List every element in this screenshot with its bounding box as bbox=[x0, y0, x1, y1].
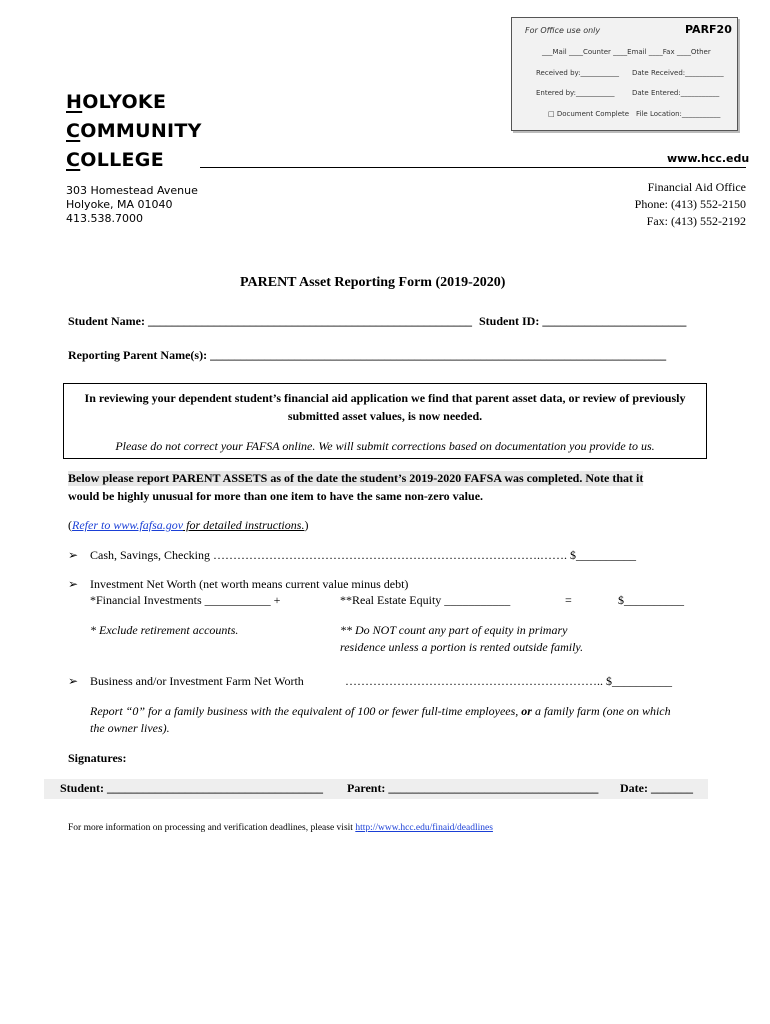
equity-note-line-2: residence unless a portion is rented outside family. bbox=[340, 640, 584, 654]
college-website[interactable]: www.hcc.edu bbox=[667, 152, 750, 165]
office-method-row: ___Mail ____Counter ____Email ____Fax ____Other bbox=[542, 48, 711, 56]
cash-savings-field[interactable]: Cash, Savings, Checking ……………………………………………………………………….……. $__________ bbox=[90, 548, 636, 562]
form-title: PARENT Asset Reporting Form (2019-2020) bbox=[240, 275, 506, 290]
parent-signature-field[interactable]: Parent: ___________________________________ bbox=[347, 781, 599, 795]
entered-by-field: Entered by:___________ bbox=[536, 89, 615, 97]
document-complete-checkbox: □ Document Complete bbox=[548, 110, 630, 118]
notice-line-1: In reviewing your dependent student’s financial aid application we find that parent asset data, or review of previously bbox=[84, 391, 686, 405]
real-estate-equity-field[interactable]: **Real Estate Equity ___________ bbox=[340, 593, 511, 607]
report-zero-note-line-1: Report “0” for a family business with the equivalent of 100 or fewer full-time employees, or a family farm (one on which bbox=[90, 704, 671, 718]
logo-line-1: HOLYOKE bbox=[66, 91, 167, 113]
report-zero-note-line-2: the owner lives). bbox=[90, 721, 170, 735]
notice-italic: Please do not correct your FAFSA online. We will submit corrections based on documentation you provide to us. bbox=[115, 439, 655, 453]
deadlines-link[interactable]: http://www.hcc.edu/finaid/deadlines bbox=[355, 823, 493, 833]
student-id-field[interactable]: Student ID: ________________________ bbox=[479, 314, 687, 328]
logo-line-3: COLLEGE bbox=[66, 149, 164, 171]
file-location-field: File Location:___________ bbox=[636, 110, 721, 118]
investment-net-worth-heading: Investment Net Worth (net worth means current value minus debt) bbox=[90, 577, 409, 591]
equity-note-line-1: ** Do NOT count any part of equity in primary bbox=[340, 623, 568, 637]
refer-note: (Refer to www.fafsa.gov for detailed instructions.) bbox=[68, 518, 309, 532]
report-instructions-line-1: Below please report PARENT ASSETS as of the date the student’s 2019-2020 FAFSA was completed. Note that it bbox=[68, 471, 644, 485]
investment-total-field[interactable]: $__________ bbox=[618, 593, 684, 607]
financial-investments-field[interactable]: *Financial Investments ___________ + bbox=[90, 593, 281, 607]
business-farm-field[interactable]: ……………………………………………………….. $__________ bbox=[345, 674, 672, 688]
header-divider bbox=[200, 167, 746, 168]
office-use-box bbox=[511, 17, 738, 131]
office-phone: Phone: (413) 552-2150 bbox=[634, 197, 746, 211]
logo-line-2: COMMUNITY bbox=[66, 120, 202, 142]
footer-note: For more information on processing and verification deadlines, please visit http://www.hcc.edu/finaid/deadlines bbox=[68, 823, 493, 833]
form-code: PARF20 bbox=[685, 23, 732, 36]
student-signature-field[interactable]: Student: ____________________________________ bbox=[60, 781, 324, 795]
retirement-note: * Exclude retirement accounts. bbox=[90, 623, 239, 637]
notice-box bbox=[63, 383, 707, 459]
received-by-field: Received by:___________ bbox=[536, 69, 620, 77]
bullet-arrow-icon: ➢ bbox=[68, 674, 79, 688]
office-name: Financial Aid Office bbox=[647, 180, 746, 194]
signatures-heading: Signatures: bbox=[68, 751, 127, 765]
date-entered-field: Date Entered:___________ bbox=[632, 89, 720, 97]
date-received-field: Date Received:___________ bbox=[632, 69, 724, 77]
report-instructions-line-2: would be highly unusual for more than one item to have the same non-zero value. bbox=[68, 489, 484, 503]
equals-sign: = bbox=[565, 593, 572, 607]
bullet-arrow-icon: ➢ bbox=[68, 577, 79, 591]
address-line-1: 303 Homestead Avenue bbox=[66, 184, 198, 197]
notice-line-2: submitted asset values, is now needed. bbox=[287, 409, 483, 423]
college-phone: 413.538.7000 bbox=[66, 212, 143, 225]
bullet-arrow-icon: ➢ bbox=[68, 548, 79, 562]
business-farm-label: Business and/or Investment Farm Net Worth bbox=[90, 674, 304, 688]
office-use-heading: For Office use only bbox=[525, 26, 601, 35]
address-line-2: Holyoke, MA 01040 bbox=[66, 198, 173, 211]
student-name-field[interactable]: Student Name: ______________________________________________________ bbox=[68, 314, 472, 328]
college-logo bbox=[66, 88, 202, 175]
reporting-parent-field[interactable]: Reporting Parent Name(s): ____________________________________________________________________________ bbox=[68, 348, 667, 362]
fafsa-link[interactable]: Refer to www.fafsa.gov bbox=[72, 518, 184, 532]
date-signature-field[interactable]: Date: _______ bbox=[620, 781, 693, 795]
office-fax: Fax: (413) 552-2192 bbox=[646, 214, 746, 228]
